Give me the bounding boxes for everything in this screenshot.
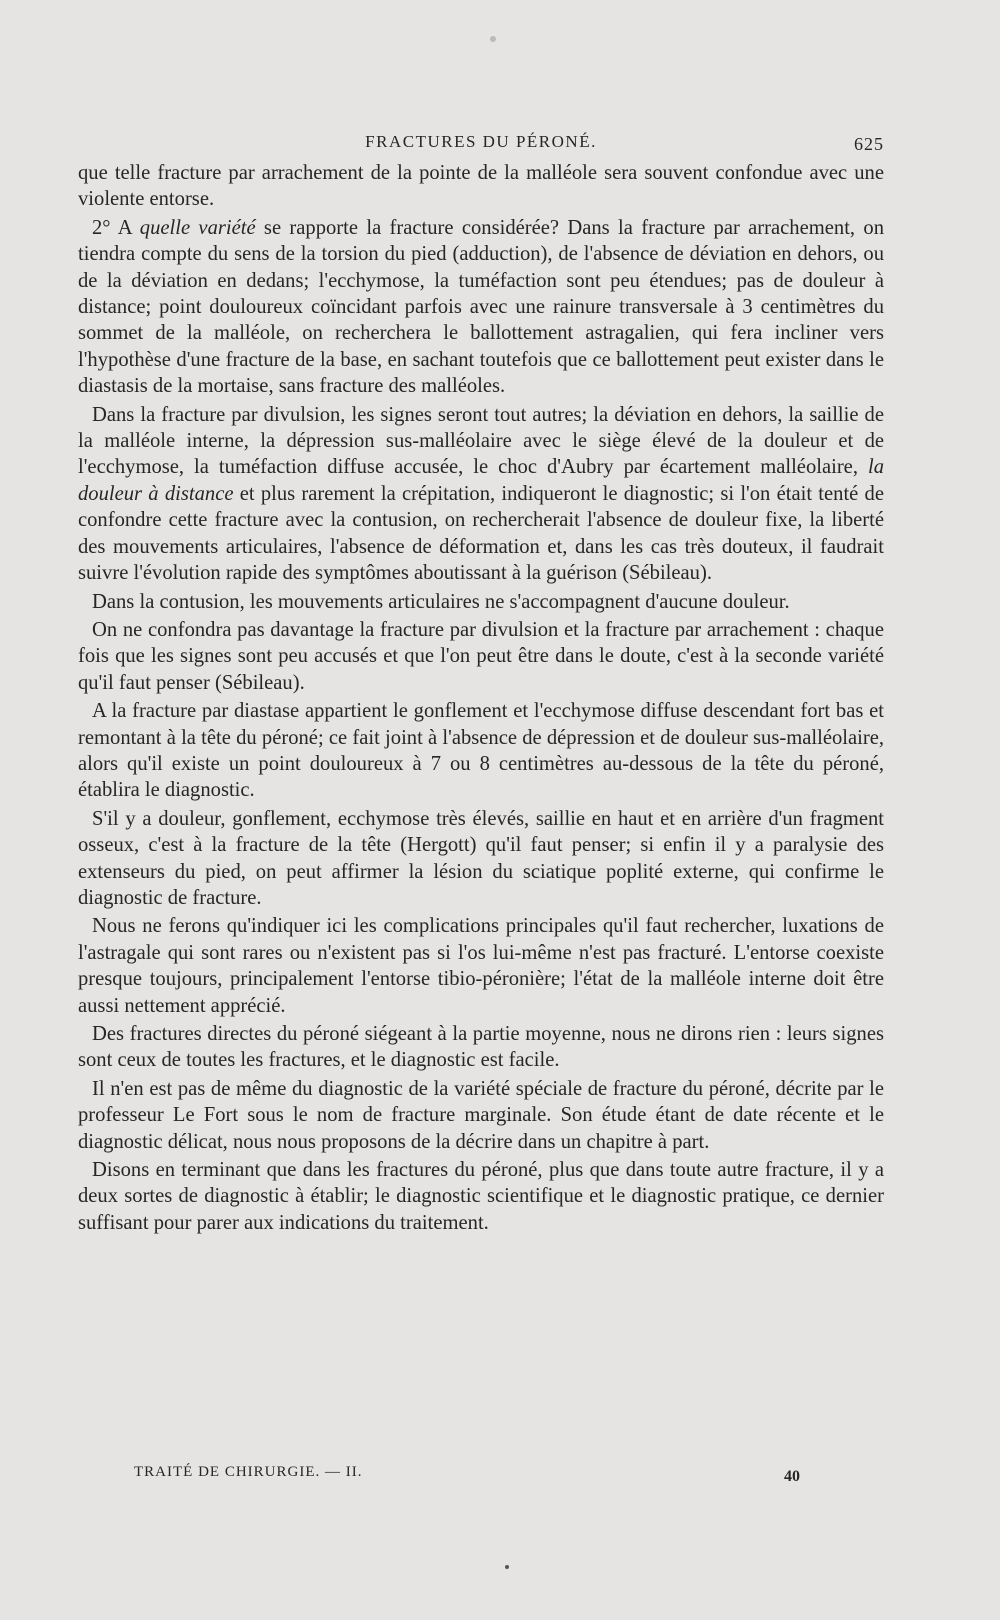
paragraph-11: Disons en terminant que dans les fractures du péroné, plus que dans toute autre fracture, il y a deux sortes de diagnostic à établir; le diagnostic scientifique et le diagnostic pratique, ce dernier suffisant pour parer aux indications du traitement. bbox=[78, 1159, 884, 1234]
paragraph-4: Dans la contusion, les mouvements articulaires ne s'accompagnent d'aucune douleur. bbox=[92, 590, 790, 613]
page-number: 625 bbox=[854, 134, 884, 154]
paragraph-7: S'il y a douleur, gonflement, ecchymose très élevés, saillie en haut et en arrière d'un fragment osseux, c'est à la fracture de la tête (Hergott) qu'il faut penser; si enfin il y a paralysie des extenseurs du pied, on peut affirmer la lésion du sciatique poplité externe, qui confirme le diagnostic de fracture. bbox=[78, 807, 884, 909]
paragraph-9: Des fractures directes du péroné siégeant à la partie moyenne, nous ne dirons rien : leurs signes sont ceux de toutes les fractures, et le diagnostic est facile. bbox=[78, 1023, 884, 1072]
signature-mark: 40 bbox=[784, 1468, 800, 1485]
paragraph-2-emphasis: quelle variété bbox=[139, 216, 256, 239]
ink-speck bbox=[490, 36, 496, 42]
body-text bbox=[78, 160, 884, 1238]
ink-speck bbox=[505, 1565, 509, 1569]
running-title: FRACTURES DU PÉRONÉ. bbox=[365, 132, 597, 151]
paragraph-1: que telle fracture par arrachement de la pointe de la malléole sera souvent confondue avec une violente entorse. bbox=[78, 162, 884, 211]
paragraph-3-emphasis: la douleur à distance bbox=[78, 456, 884, 505]
page-footer bbox=[78, 1462, 884, 1492]
paragraph-3-rest: et plus rarement la crépitation, indiqueront le diagnostic; si l'on était tenté de confondre cette fracture avec la contusion, on rechercherait l'absence de douleur fixe, la liberté des mouvements articulaires, l'absence de déformation et, dans les cas très douteux, il faudrait suivre l'évolution rapide des symptômes aboutissant à la guérison (Sébileau). bbox=[78, 482, 884, 585]
paragraph-5: On ne confondra pas davantage la fracture par divulsion et la fracture par arrachement : chaque fois que les signes sont peu accusés et que l'on peut être dans le doute, c'est à la seconde variété qu'il faut penser (Sébileau). bbox=[78, 618, 884, 694]
paragraph-6: A la fracture par diastase appartient le gonflement et l'ecchymose diffuse descendant fort bas et remontant à la tête du péroné; ce fait joint à l'absence de dépression et de douleur sus-malléolaire, alors qu'il existe un point douloureux à 7 ou 8 centimètres au-dessous de la tête du péroné, établira le diagnostic. bbox=[78, 700, 884, 802]
paragraph-2-lead: 2° A bbox=[92, 216, 140, 239]
paragraph-3-lead: Dans la fracture par divulsion, les signes seront tout autres; la déviation en dehors, la saillie de la malléole interne, la dépression sus-malléolaire avec le siège élevé de la douleur et de l'ecchymose, la tuméfaction diffuse accusée, le choc d'Aubry par écartement malléolaire, bbox=[78, 403, 884, 479]
paragraph-2 bbox=[78, 215, 884, 400]
footer-book-title: TRAITÉ DE CHIRURGIE. — II. bbox=[134, 1464, 363, 1480]
page-header bbox=[78, 128, 884, 158]
paragraph-2-rest: se rapporte la fracture considérée? Dans la fracture par arrachement, on tiendra compte du sens de la torsion du pied (adduction), de l'absence de déviation en dehors, ou de la déviation en dedans; l'ecchymose, la tuméfaction sont peu étendues; pas de douleur à distance; point douloureux coïncidant parfois avec une rainure transversale à 3 centimètres du sommet de la malléole, on recherchera le ballottement astragalien, qui fera incliner vers l'hypothèse d'une fracture de la base, en sachant toutefois que ce ballottement peut exister dans le diastasis de la mortaise, sans fracture des malléoles. bbox=[78, 216, 884, 398]
paragraph-8: Nous ne ferons qu'indiquer ici les complications principales qu'il faut rechercher, luxations de l'astragale qui sont rares ou n'existent pas si l'os lui-même n'est pas fracturé. L'entorse coexiste presque toujours, principalement l'entorse tibio-péronière; l'état de la malléole interne doit être aussi nettement apprécié. bbox=[78, 915, 884, 1017]
paragraph-10: Il n'en est pas de même du diagnostic de la variété spéciale de fracture du péroné, décrite par le professeur Le Fort sous le nom de fracture marginale. Son étude étant de date récente et le diagnostic délicat, nous nous proposons de la décrire dans un chapitre à part. bbox=[78, 1077, 884, 1153]
paragraph-3 bbox=[78, 402, 884, 587]
